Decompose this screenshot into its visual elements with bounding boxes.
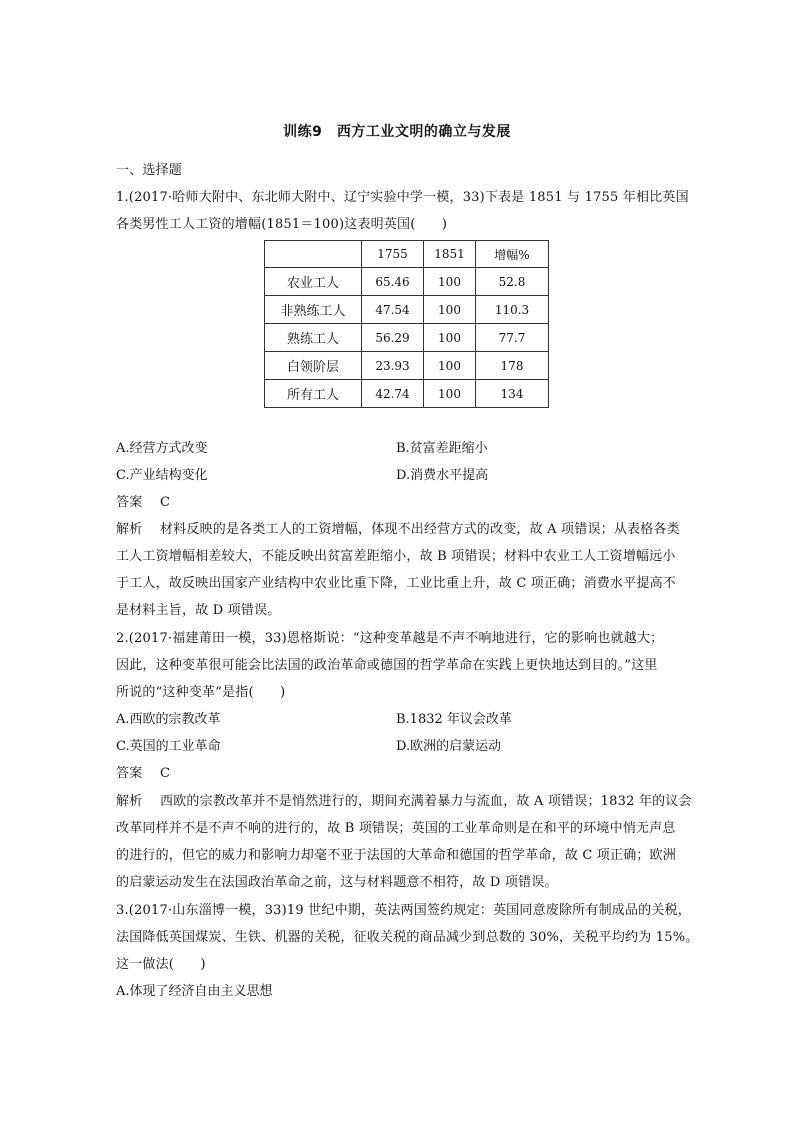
table-cell: 52.8: [476, 268, 549, 296]
q2-option-b: B.1832 年议会改革: [396, 712, 512, 727]
table-row: [265, 324, 549, 352]
q2-analysis-line-3: 的进行的，但它的威力和影响力却毫不亚于法国的大革命和德国的哲学革命，故 C 项正确；欧洲: [116, 848, 677, 863]
table-cell: 白领阶层: [265, 352, 362, 380]
answer-label: 答案: [116, 495, 143, 510]
q2-analysis-line-4: 的启蒙运动发生在法国政治革命之前，这与材料题意不相符，故 D 项错误。: [116, 875, 558, 890]
table-cell: 农业工人: [265, 268, 362, 296]
q1-option-b: B.贫富差距缩小: [396, 441, 488, 456]
q2-stem-line-2: 因此，这种变革很可能会比法国的政治革命或德国的哲学革命在实践上更快地达到目的。”这里: [116, 658, 658, 673]
table-cell: 100: [424, 380, 476, 408]
q3-stem-line-1: 3.(2017·山东淄博一模，33)19 世纪中期，英法两国签约规定：英国同意废除所有制成品的关税，: [116, 903, 691, 918]
analysis-label: 解析: [116, 794, 143, 809]
table-cell: 熟练工人: [265, 324, 362, 352]
q1-stem-line-2: 各类男性工人工资的增幅(1851＝100)这表明英国( ): [116, 217, 448, 232]
table-row: [265, 268, 549, 296]
table-row: [265, 352, 549, 380]
table-cell: 23.93: [362, 352, 424, 380]
table-header-cell: 1851: [424, 241, 476, 268]
answer-label: 答案: [116, 766, 143, 781]
table-cell: 56.29: [362, 324, 424, 352]
q2-stem-line-3: 所说的“这种变革”是指( ): [116, 685, 286, 700]
q1-answer: [116, 494, 700, 512]
table-cell: 非熟练工人: [265, 296, 362, 324]
q1-analysis-line-2: 工人工资增幅相差较大，不能反映出贫富差距缩小，故 B 项错误；材料中农业工人工资增幅远小: [116, 549, 676, 564]
table-header-row: [265, 241, 549, 268]
q2-answer: [116, 765, 700, 783]
table-cell: 134: [476, 380, 549, 408]
q1-option-c: C.产业结构变化: [116, 468, 208, 483]
section-heading: 一、选择题: [116, 163, 183, 178]
table-header-cell: [265, 241, 362, 268]
table-row: [265, 296, 549, 324]
document-title: 训练9 西方工业文明的确立与发展: [283, 124, 511, 140]
q3-option-a: A.体现了经济自由主义思想: [116, 984, 273, 999]
table-cell: 100: [424, 268, 476, 296]
q1-option-a: A.经营方式改变: [116, 441, 208, 456]
wage-table: [264, 240, 549, 408]
analysis-label: 解析: [116, 522, 143, 537]
table-cell: 65.46: [362, 268, 424, 296]
table-cell: 110.3: [476, 296, 549, 324]
table-cell: 42.74: [362, 380, 424, 408]
q1-analysis-line-3: 于工人，故反映出国家产业结构中农业比重下降，工业比重上升，故 C 项正确；消费水平提高不: [116, 576, 677, 591]
table-cell: 所有工人: [265, 380, 362, 408]
q2-stem-line-1: 2.(2017·福建莆田一模，33)恩格斯说：“这种变革越是不声不响地进行，它的影响也就越大；: [116, 631, 664, 646]
q2-option-a: A.西欧的宗教改革: [116, 712, 221, 727]
q2-option-d: D.欧洲的启蒙运动: [396, 739, 502, 754]
analysis-text: 西欧的宗教改革并不是悄然进行的，期间充满着暴力与流血，故 A 项错误；1832 年的议会: [160, 794, 692, 809]
q2-analysis-line-2: 改革同样并不是不声不响的进行的，故 B 项错误；英国的工业革命则是在和平的环境中悄无声息: [116, 821, 676, 836]
table-cell: 47.54: [362, 296, 424, 324]
table-cell: 100: [424, 352, 476, 380]
table-cell: 178: [476, 352, 549, 380]
q1-stem-line-1: 1.(2017·哈师大附中、东北师大附中、辽宁实验中学一模，33)下表是 1851 与 1755 年相比英国: [116, 190, 689, 205]
table-cell: 100: [424, 324, 476, 352]
analysis-text: 材料反映的是各类工人的工资增幅，体现不出经营方式的改变，故 A 项错误；从表格各类: [160, 522, 680, 537]
q3-stem-line-2: 法国降低英国煤炭、生铁、机器的关税，征收关税的商品减少到总数的 30%，关税平均约为 15%。: [116, 930, 699, 945]
q2-analysis-line-1: [116, 793, 700, 811]
answer-value: C: [160, 495, 171, 510]
table-cell: 100: [424, 296, 476, 324]
answer-value: C: [160, 766, 171, 781]
table-cell: 77.7: [476, 324, 549, 352]
table-header-cell: 1755: [362, 241, 424, 268]
table-header-cell: 增幅%: [476, 241, 549, 268]
q1-analysis-line-4: 是材料主旨，故 D 项错误。: [116, 603, 281, 618]
q3-stem-line-3: 这一做法( ): [116, 957, 206, 972]
q2-option-c: C.英国的工业革命: [116, 739, 221, 754]
q1-option-d: D.消费水平提高: [396, 468, 489, 483]
table-row: [265, 380, 549, 408]
q1-analysis-line-1: [116, 521, 700, 539]
